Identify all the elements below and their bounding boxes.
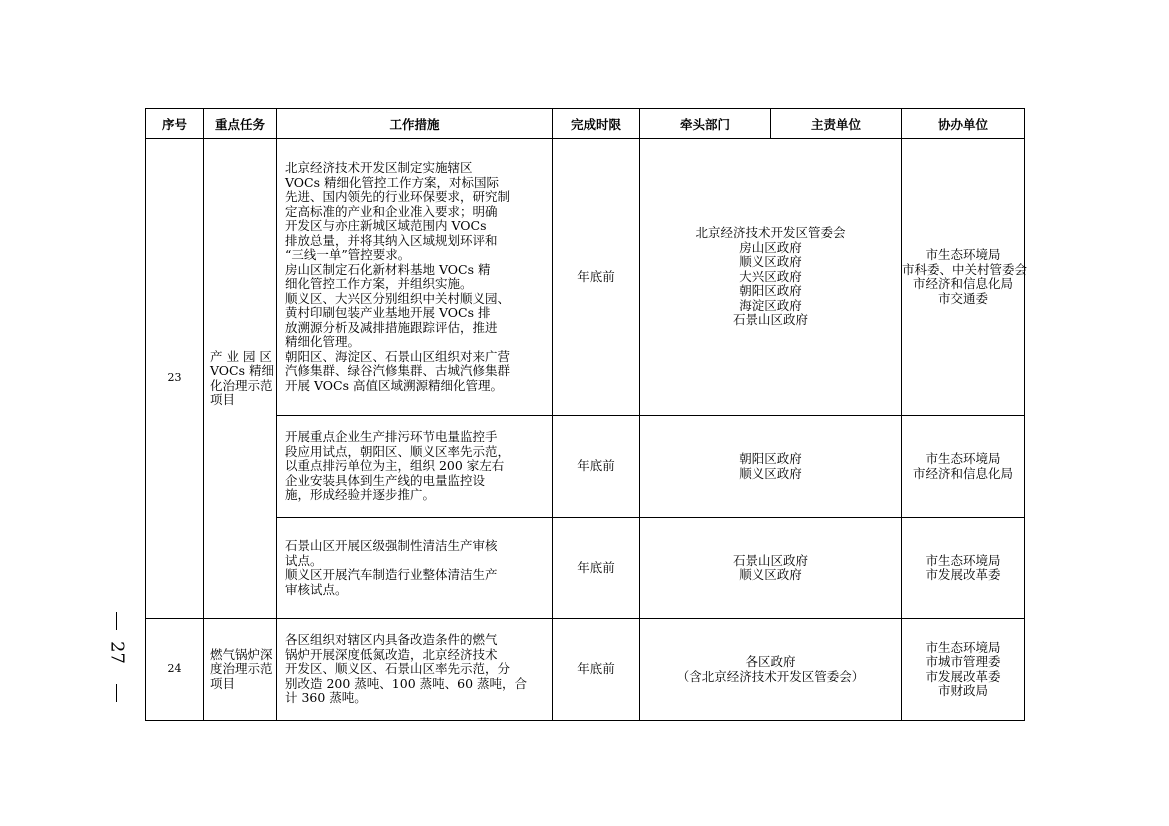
text-line: 别改造 200 蒸吨、100 蒸吨、60 蒸吨，合: [285, 675, 528, 691]
text-line: 市生态环境局: [925, 247, 1001, 262]
text-line: 顺义区、大兴区分别组织中关村顺义园、: [285, 290, 511, 306]
text-line: 开发区、顺义区、石景山区率先示范，分: [285, 661, 511, 677]
row24-responsible: [640, 619, 902, 721]
text-line: 市财政局: [937, 683, 988, 698]
text-line: 顺义区政府: [739, 254, 802, 270]
table-row: [146, 416, 1025, 518]
text-line: VOCs 精细: [210, 363, 275, 378]
header-deadline: 完成时限: [553, 109, 640, 139]
text-line: 房山区政府: [739, 239, 802, 255]
text-line: 试点。: [285, 552, 323, 568]
text-line: 市科委、中关村管委会: [902, 261, 1028, 277]
row24-task: [204, 619, 277, 721]
row23-sub2-measures: [277, 416, 553, 518]
text-line: 顺义区开展汽车制造行业整体清洁生产: [285, 567, 498, 582]
table-row: [146, 518, 1025, 619]
row23-sub1-deadline: 年底前: [553, 139, 640, 416]
text-line: 朝阳区政府: [739, 451, 802, 466]
text-line: 各区组织对辖区内具备改造条件的燃气: [285, 632, 498, 648]
header-assist: 协办单位: [902, 109, 1025, 139]
text-line: 市发展改革委: [925, 668, 1001, 684]
text-line: 先进、国内领先的行业环保要求，研究制: [285, 189, 511, 204]
text-line: 石景山区政府: [732, 552, 808, 568]
text-line: 计 360 蒸吨。: [285, 690, 367, 706]
text-line: 项目: [210, 392, 236, 407]
text-line: 顺义区政府: [739, 465, 802, 481]
row23-sub1-responsible: [640, 139, 902, 416]
text-line: 项目: [210, 675, 236, 691]
header-seq: 序号: [146, 109, 204, 139]
text-line: 市生态环境局: [925, 552, 1001, 568]
row23-sub1-assist: [902, 139, 1028, 416]
text-line: 精细化管理。: [285, 334, 361, 349]
text-line: 企业安装具体到生产线的电量监控设: [285, 472, 486, 488]
text-line: 定高标准的产业和企业准入要求；明确: [285, 203, 498, 219]
text-line: 黄村印刷包装产业基地开展 VOCs 排: [285, 305, 491, 320]
text-line: 开发区与亦庄新城区域范围内 VOCs: [285, 218, 487, 233]
text-line: 各区政府: [745, 654, 796, 669]
row23-sub3-assist: [902, 518, 1025, 619]
page-number-dash-bottom: [116, 684, 117, 702]
row23-task: [204, 139, 277, 619]
text-line: 顺义区政府: [739, 567, 802, 582]
text-line: 石景山区政府: [732, 312, 808, 328]
text-line: 市发展改革委: [925, 567, 1001, 582]
header-lead: 牵头部门: [640, 109, 771, 139]
work-plan-table: [145, 108, 1028, 721]
text-line: 大兴区政府: [739, 268, 802, 284]
text-line: 开展 VOCs 高值区域溯源精细化管理。: [285, 377, 503, 393]
row23-sub2-responsible: [640, 416, 902, 518]
text-line: 海淀区政府: [739, 297, 802, 313]
text-line: 施，形成经验并逐步推广。: [285, 487, 436, 503]
text-line: 以重点排污单位为主，组织 200 家左右: [285, 458, 505, 474]
row24-seq: 24: [146, 619, 204, 721]
text-line: “三线一单”管控要求。: [285, 247, 411, 262]
page-number-dash-top: [116, 612, 117, 630]
text-line: 放溯源分析及减排措施跟踪评估，推进: [285, 319, 498, 335]
text-line: 开展重点企业生产排污环节电量监控手: [285, 429, 498, 445]
text-line: 石景山区开展区级强制性清洁生产审核: [285, 538, 498, 553]
text-line: 审核试点。: [285, 581, 348, 597]
text-line: 市生态环境局: [925, 451, 1001, 466]
text-line: 市经济和信息化局: [912, 276, 1013, 291]
row23-sub1-measures: [277, 139, 553, 416]
row23-sub3-measures: [277, 518, 553, 619]
header-responsible: 主责单位: [771, 109, 902, 139]
row23-sub2-assist: [902, 416, 1025, 518]
row24-assist: [902, 619, 1025, 721]
row23-sub3-responsible: [640, 518, 902, 619]
text-line: 度治理示范: [210, 661, 273, 677]
header-measures: 工作措施: [277, 109, 553, 139]
text-line: 朝阳区政府: [739, 283, 802, 299]
text-line: 排放总量，并将其纳入区域规划环评和: [285, 232, 498, 248]
page-number: [104, 612, 130, 702]
text-line: 市经济和信息化局: [912, 465, 1013, 481]
text-line: 市交通委: [937, 290, 988, 306]
text-line: 锅炉开展深度低氮改造，北京经济技术: [285, 646, 498, 662]
text-line: 段应用试点，朝阳区、顺义区率先示范，: [285, 443, 511, 459]
row24-deadline: 年底前: [553, 619, 640, 721]
text-line: 朝阳区、海淀区、石景山区组织对来广营: [285, 348, 511, 364]
text-line: 产 业 园 区: [210, 348, 272, 364]
text-line: 房山区制定石化新材料基地 VOCs 精: [285, 261, 491, 277]
text-line: 市城市管理委: [925, 654, 1001, 669]
text-line: VOCs 精细化管控工作方案，对标国际: [285, 174, 500, 190]
text-line: 汽修集群、绿谷汽修集群、古城汽修集群: [285, 363, 511, 378]
row23-seq: 23: [146, 139, 204, 619]
row23-sub2-deadline: 年底前: [553, 416, 640, 518]
text-line: 北京经济技术开发区管委会: [695, 225, 846, 241]
text-line: （含北京经济技术开发区管委会）: [676, 668, 865, 684]
text-line: 北京经济技术开发区制定实施辖区: [285, 160, 473, 175]
text-line: 燃气锅炉深: [210, 646, 273, 662]
table-header-row: [146, 109, 1025, 139]
table-row: [146, 619, 1025, 721]
table-row: [146, 139, 1025, 416]
text-line: 市生态环境局: [925, 639, 1001, 655]
page-number-text: 27: [106, 641, 128, 664]
row23-sub3-deadline: 年底前: [553, 518, 640, 619]
header-task: 重点任务: [204, 109, 277, 139]
text-line: 细化管控工作方案，并组织实施。: [285, 276, 473, 291]
text-line: 化治理示范: [210, 377, 273, 393]
row24-measures: [277, 619, 553, 721]
